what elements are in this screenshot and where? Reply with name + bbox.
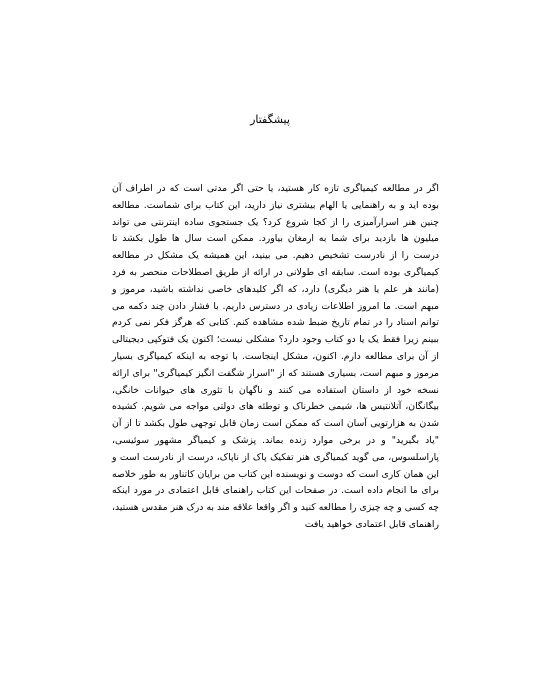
body-paragraph: اگر در مطالعه کیمیاگری تازه کار هستید، یا حتی اگر مدتی است که در اطراف آن بوده اید و به راهنمایی یا الهام بیشتری نیاز دارید، این کتاب برای شماست. مطالعه چنین هنر اسرارآمیزی را از کجا شروع کرد؟ یک جستجوی ساده اینترنتی می تواند میلیون ها بازدید برای شما به ارمغان بیاورد. ممکن است سال ها طول بکشد تا درست را از نادرست تشخیص دهیم. می بینید، این همیشه یک مشکل در مطالعه کیمیاگری بوده است. سابقه ای طولانی در ارائه از طریق اصطلاحات منحصر به فرد (مانند هر علم یا هنر دیگری) دارد، که اگر کلیدهای خاصی نداشته باشید، مرموز و مبهم است. ما امروز اطلاعات زیادی در دسترس داریم. با فشار دادن چند دکمه می توانم اسناد را در تمام تاریخ ضبط شده مشاهده کنم. کتابی که هرگز فکر نمی کردم ببینم زیرا فقط یک یا دو کتاب وجود دارد؟ مشکلی نیست؛ اکنون یک فتوکپی دیجیتالی از آن برای مطالعه دارم. اکنون، مشکل اینجاست. با توجه به اینکه کیمیاگری بسیار مرموز و مبهم است، بسیاری هستند که از "اسرار شگفت انگیز کیمیاگری" برای ارائه نسخه خود از داستان استفاده می کنند و ناگهان با تئوری های حیوانات خانگی، بیگانگان، آتلانتیس ها، شیمی خطرناک و توطئه های دولتی مواجه می شویم. کشیده شدن به هزارتویی آسان است که ممکن است زمان قابل توجهی طول بکشد تا از آن "یاد بگیرید" و در برخی موارد زنده بماند. پزشک و کیمیاگر مشهور سوئیسی، پاراسلسوس، می گوید کیمیاگری هنر تفکیک پاک از ناپاک، درست از نادرست است و این همان کاری است که دوست و نویسنده این کتاب من برایان کاتناور به طور خلاصه برای ما انجام داده است. در صفحات این کتاب راهنمای قابل اعتمادی در مورد اینکه چه کسی و چه چیزی را مطالعه کنید و اگر واقعا علاقه مند به درک هنر مقدس هستید، راهنمای قابل اعتمادی خواهید یافت bbox=[112, 183, 439, 530]
page-title: پیشگفتار bbox=[250, 113, 290, 126]
